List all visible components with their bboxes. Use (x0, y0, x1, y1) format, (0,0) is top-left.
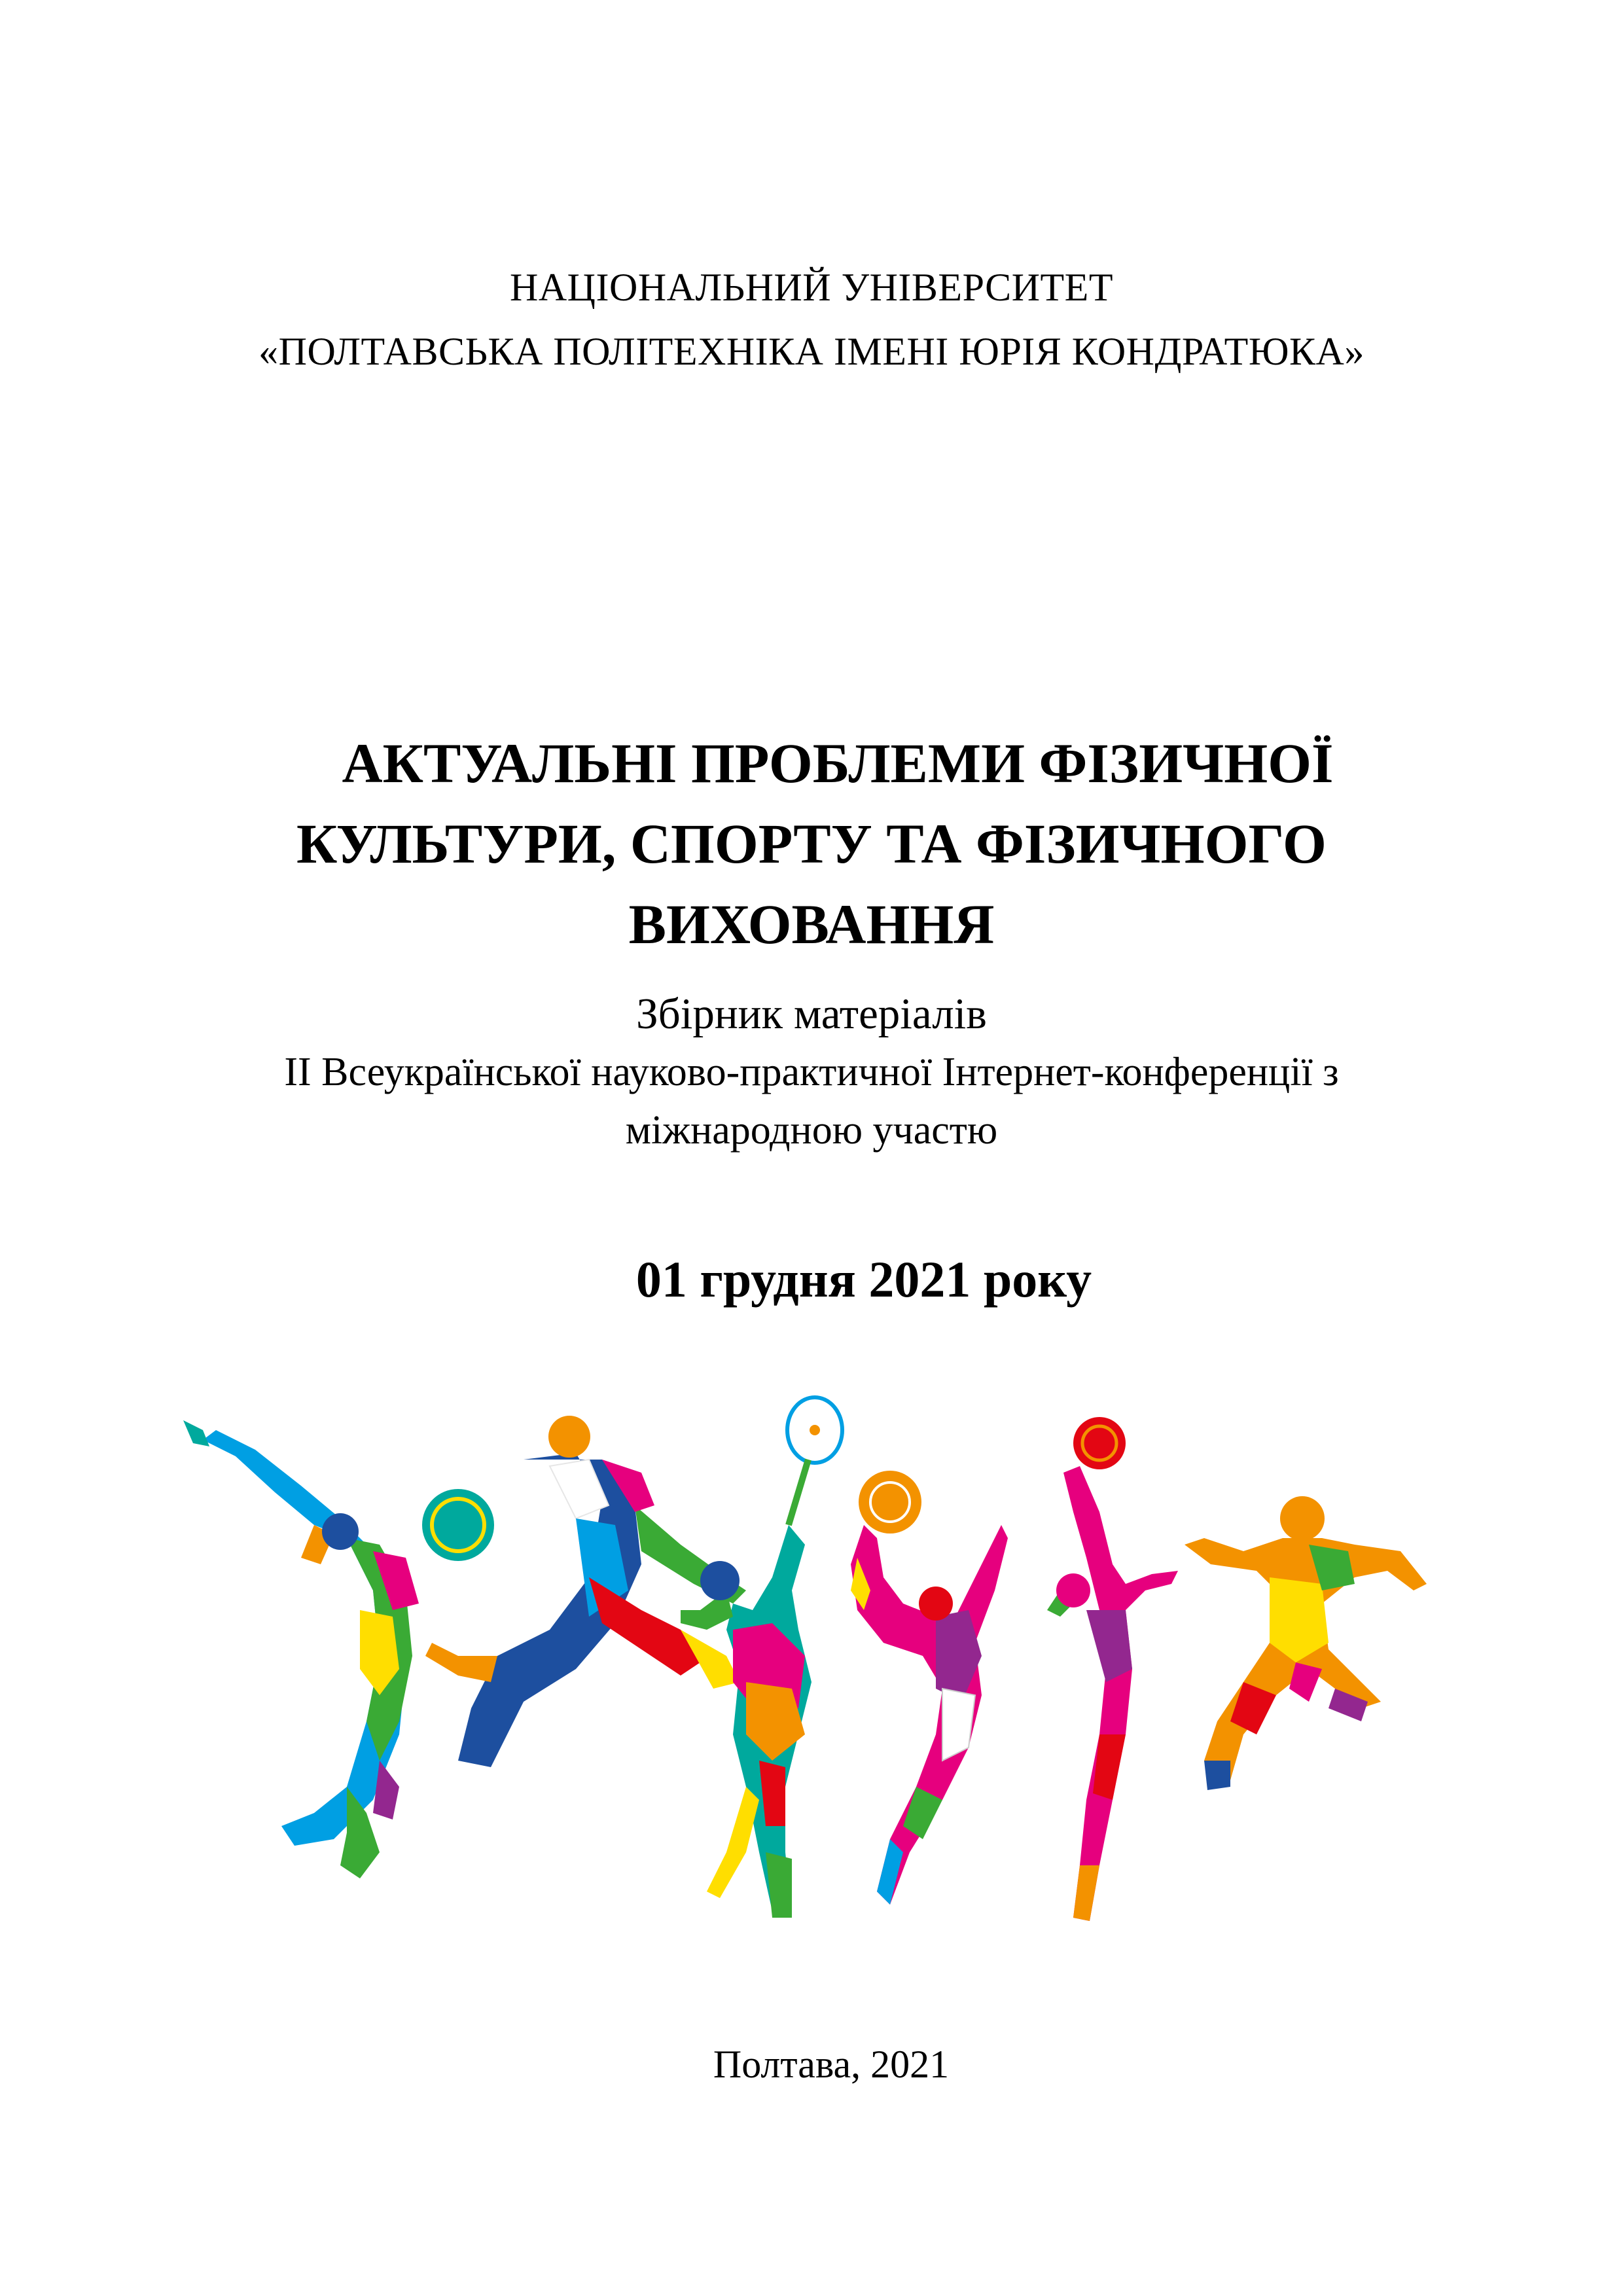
title-line-2: КУЛЬТУРИ, СПОРТУ ТА ФІЗИЧНОГО (296, 812, 1327, 875)
place-and-year: Полтава, 2021 (713, 2043, 950, 2086)
athlete-ball-player-icon (422, 1416, 746, 1767)
subtitle-line-3: міжнародною участю (625, 1108, 998, 1153)
university-name (0, 255, 1623, 384)
university-line-1: НАЦІОНАЛЬНИЙ УНІВЕРСИТЕТ (510, 266, 1113, 309)
athlete-jumper-icon (183, 1420, 419, 1878)
conference-title (0, 723, 1623, 965)
athlete-volleyball-server-icon (1047, 1417, 1178, 1921)
title-line-1: АКТУАЛЬНІ ПРОБЛЕМИ ФІЗИЧНОЇ (342, 732, 1334, 795)
proceedings-subtitle (0, 985, 1623, 1160)
subtitle-line-1: Збірник матеріалів (636, 990, 987, 1038)
conference-date: 01 грудня 2021 року (635, 1251, 1092, 1308)
university-line-2: «ПОЛТАВСЬКА ПОЛІТЕХНІКА ІМЕНІ ЮРІЯ КОНДРАТЮКА» (259, 330, 1364, 373)
athlete-sprinter-icon (1185, 1496, 1427, 1790)
title-line-3: ВИХОВАННЯ (628, 893, 995, 956)
subtitle-line-2: ІІ Всеукраїнської науково-практичної Інтернет-конференції з (284, 1050, 1339, 1094)
sports-athletes-illustration (183, 1394, 1440, 1970)
athlete-gymnast-icon (851, 1471, 1008, 1905)
